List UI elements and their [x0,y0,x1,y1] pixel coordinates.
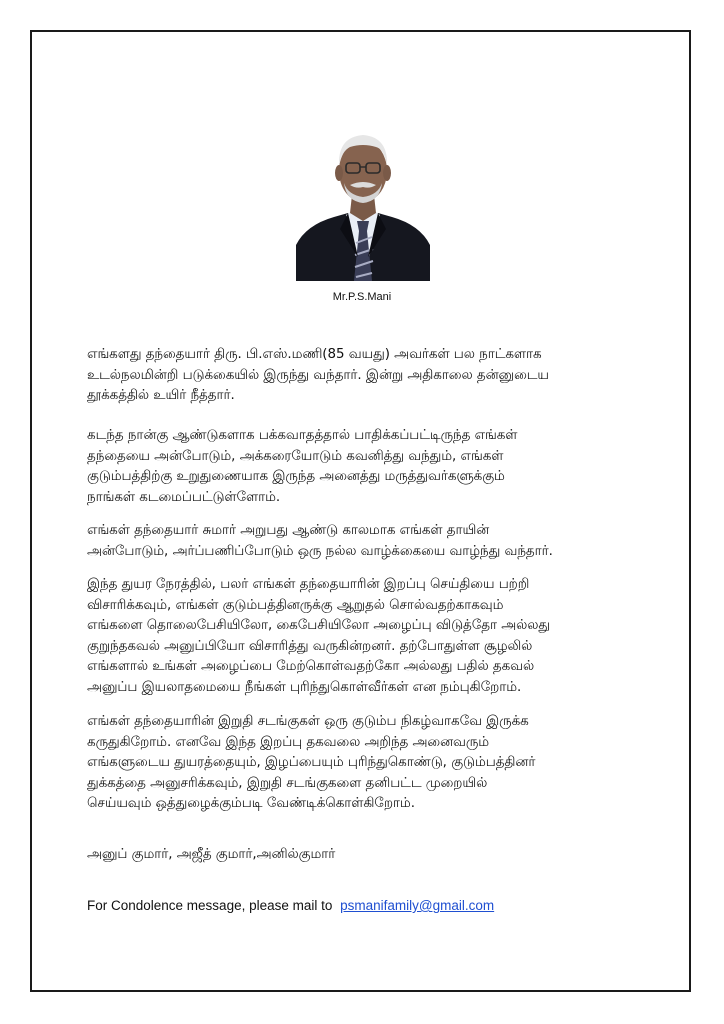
paragraph-line: எங்களால் உங்கள் அழைப்பை மேற்கொள்வதற்கோ அல்லது பதில் தகவல் [87,659,535,674]
paragraph-line: கடந்த நான்கு ஆண்டுகளாக பக்கவாதத்தால் பாதிக்கப்பட்டிருந்த எங்கள் [87,428,518,443]
paragraph-line: குடும்பத்திற்கு உறுதுணையாக இருந்த அனைத்து மருத்துவர்களுக்கும் [87,469,505,484]
paragraph-line: அனுப்ப இயலாதமையை நீங்கள் புரிந்துகொள்வீர்கள் என நம்புகிறோம். [87,679,522,695]
paragraph-line: உடல்நலமின்றி படுக்கையில் இருந்து வந்தார். இன்று அதிகாலை தன்னுடைய [87,367,549,383]
paragraph-line: இந்த துயர நேரத்தில், பலர் எங்கள் தந்தையாரின் இறப்பு செய்தியை பற்றி [87,577,530,592]
paragraph-5 [87,712,667,815]
paragraph-line: எங்கள் தந்தையார் சுமார் அறுபது ஆண்டு காலமாக எங்கள் தாயின் [87,523,490,538]
portrait-caption: Mr.P.S.Mani [332,291,392,303]
paragraph-line: நாங்கள் கடமைப்பட்டுள்ளோம். [87,489,281,505]
paragraph-2 [87,426,667,508]
paragraph-line: எங்களுடைய துயரத்தையும், இழப்பையும் புரிந்துகொண்டு, குடும்பத்தினர் [87,755,536,770]
paragraph-line: தந்தையை அன்போடும், அக்கரையோடும் கவனித்து வந்தும், எங்கள் [87,448,504,464]
paragraph-line: தூக்கத்தில் உயிர் நீத்தார். [87,388,235,403]
paragraph-line: விசாரிக்கவும், எங்கள் குடும்பத்தினருக்கு ஆறுதல் சொல்வதற்காகவும் [87,597,504,613]
paragraph-line: எங்களது தந்தையார் திரு. பி.எஸ்.மணி(85 வயது) அவர்கள் பல நாட்களாக [87,347,542,362]
condolence-line [87,898,494,913]
paragraph-line: எங்களை தொலைபேசியிலோ, கைபேசியிலோ அழைப்பு விடுத்தோ அல்லது [87,618,550,633]
paragraph-1 [87,345,667,407]
condolence-email-link[interactable]: psmanifamily@gmail.com [340,898,495,913]
paragraph-line: எங்கள் தந்தையாரின் இறுதி சடங்குகள் ஒரு குடும்ப நிகழ்வாகவே இருக்க [87,714,529,729]
paragraph-line: அன்போடும், அர்ப்பணிப்போடும் ஒரு நல்ல வாழ்க்கையை வாழ்ந்து வந்தார். [87,543,553,559]
paragraph-line: செய்யவும் ஒத்துழைக்கும்படி வேண்டிக்கொள்கிறோம். [87,796,415,811]
signature-names: அனுப் குமார், அஜீத் குமார்,அனில்குமார் [87,847,336,862]
portrait-illustration [296,117,430,281]
paragraph-line: கருதுகிறோம். எனவே இந்த இறப்பு தகவலை அறிந்த அனைவரும் [87,734,490,750]
paragraph-line: துக்கத்தை அனுசரிக்கவும், இறுதி சடங்குகளை தனிபட்ட முறையில் [87,775,488,791]
paragraph-4 [87,575,667,698]
condolence-text: For Condolence message, please mail to [87,898,333,913]
paragraph-line: குறுந்தகவல் அனுப்பியோ விசாரித்து வருகின்றனர். தற்போதுள்ள சூழலில் [87,638,533,654]
portrait-photo [296,117,430,281]
paragraph-3 [87,521,667,562]
